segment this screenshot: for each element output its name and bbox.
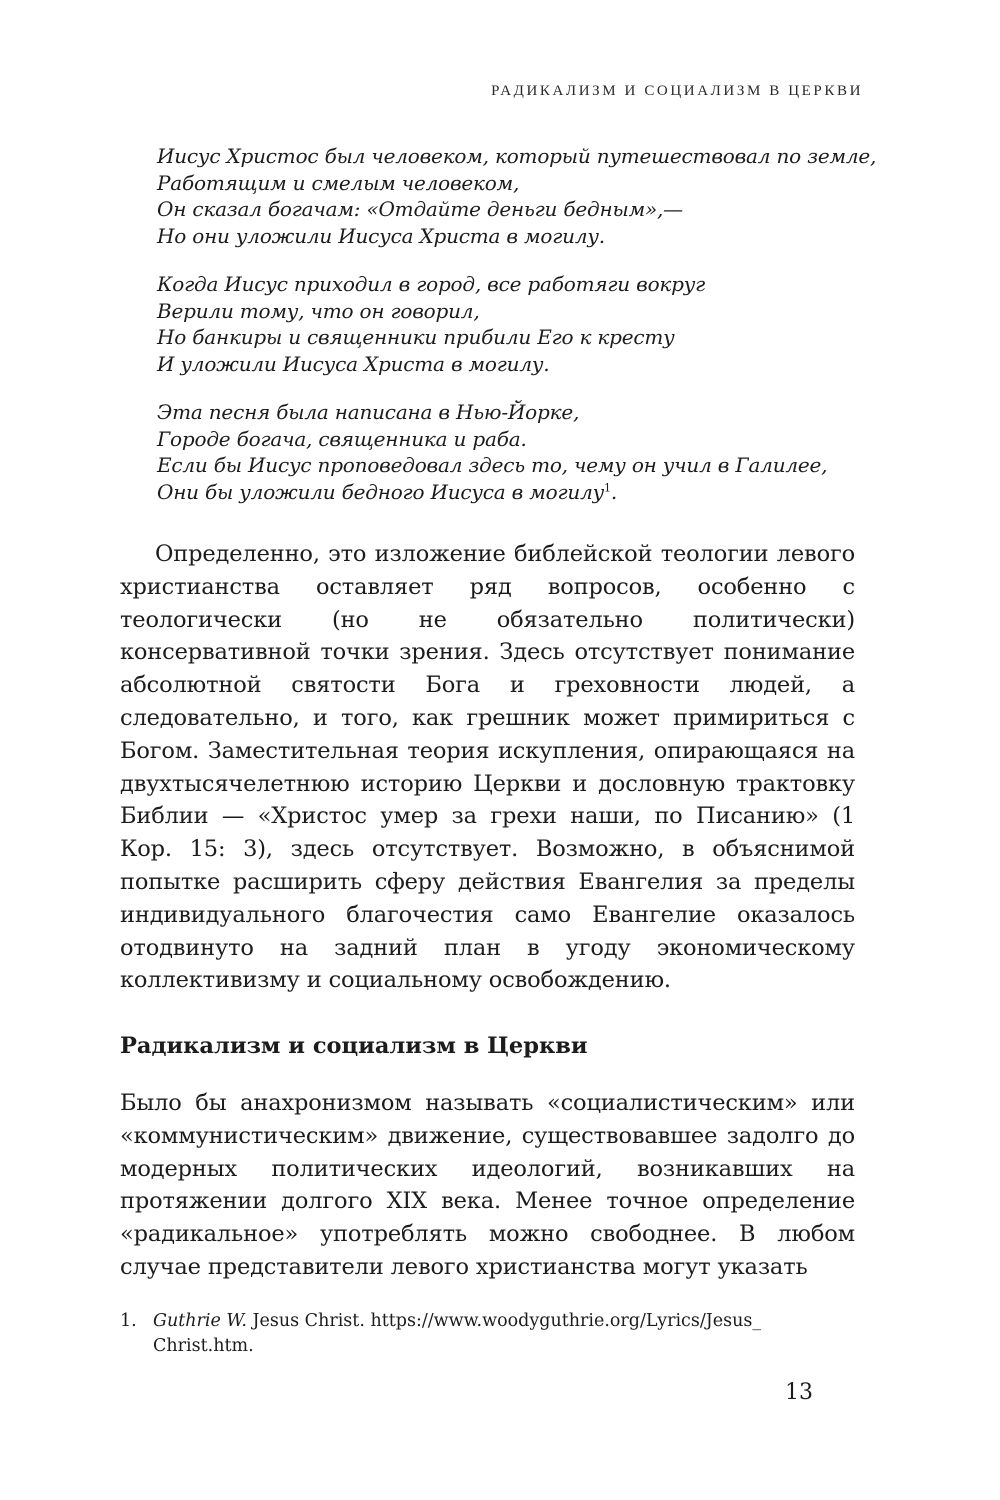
poem-line: Работящим и смелым человеком, <box>157 170 520 195</box>
running-head: РАДИКАЛИЗМ И СОЦИАЛИЗМ В ЦЕРКВИ <box>491 83 863 99</box>
poem-line: Верили тому, что он говорил, <box>157 298 480 323</box>
poem-line: Иисус Христос был человеком, который путешествовал по земле, <box>157 144 877 168</box>
poem-line: Когда Иисус приходил в город, все работяги вокруг <box>157 272 706 296</box>
poem-epigraph <box>157 143 877 527</box>
paragraph-text: Определенно, это изложение библейской теологии левого христианства оставляет ряд вопросов, особенно с теологически (но не обязательно политически) консервативной точки зрения. Здесь отсутствует понимание абсолютной святости Бога и греховности людей, а следовательно, и того, как грешник может примириться с Богом. Заместительная теория искупления, опирающаяся на двухтысячелетнюю историю Церкви и дословную трактовку Библии — «Христос умер за грехи наши, по Писанию» (1 Кор. 15: 3), здесь отсутствует. Возможно, в объяснимой попытке расширить сферу действия Евангелия за пределы индивидуального благочестия само Евангелие оказалось отодвинуто на задний план в угоду экономическому коллективизму и социальному освобождению. <box>120 541 855 994</box>
poem-line: Но они уложили Иисуса Христа в могилу. <box>157 223 605 248</box>
poem-line: Но банкиры и священники прибили Его к кресту <box>157 325 675 349</box>
poem-stanza-3 <box>157 399 877 505</box>
poem-stanza-2 <box>157 271 877 377</box>
footnote-url-part: https://www.woodyguthrie.org/Lyrics/Jesus_ <box>370 1311 762 1331</box>
footnote-author: Guthrie W. <box>153 1311 247 1331</box>
paragraph-text: Было бы анахронизмом называть «социалистическим» или «коммунистическим» движение, существовавшее задолго до модерных политических идеологий, возникавших на протяжении долгого XIX века. Менее точное определение «радикальное» употреблять можно свободнее. В любом случае представители левого христианства могут указать <box>120 1090 855 1280</box>
poem-line-text: Они бы уложили бедного Иисуса в могилу <box>157 479 605 504</box>
poem-line: Он сказал богачам: «Отдайте деньги бедным»,— <box>157 197 683 221</box>
poem-line: Эта песня была написана в Нью-Йорке, <box>157 400 580 424</box>
poem-end-punctuation: . <box>610 479 618 504</box>
footnote-reference[interactable]: 1 <box>604 480 611 494</box>
poem-stanza-1 <box>157 143 877 249</box>
footnote-number: 1. <box>120 1311 137 1331</box>
poem-line: Городе богача, священника и раба. <box>157 426 527 451</box>
footnote-title: Jesus Christ. <box>252 1311 365 1331</box>
page-number: 13 <box>785 1380 813 1405</box>
poem-line-last <box>157 479 877 506</box>
poem-line: Если бы Иисус проповедовал здесь то, чему он учил в Галилее, <box>157 453 828 477</box>
footnote <box>120 1309 860 1359</box>
body-paragraph-2 <box>120 1087 855 1284</box>
footnote-url-part: Christ.htm. <box>153 1336 254 1356</box>
section-heading: Радикализм и социализм в Церкви <box>120 1033 588 1059</box>
poem-line: И уложили Иисуса Христа в могилу. <box>157 351 550 376</box>
body-paragraph-1 <box>120 538 855 997</box>
